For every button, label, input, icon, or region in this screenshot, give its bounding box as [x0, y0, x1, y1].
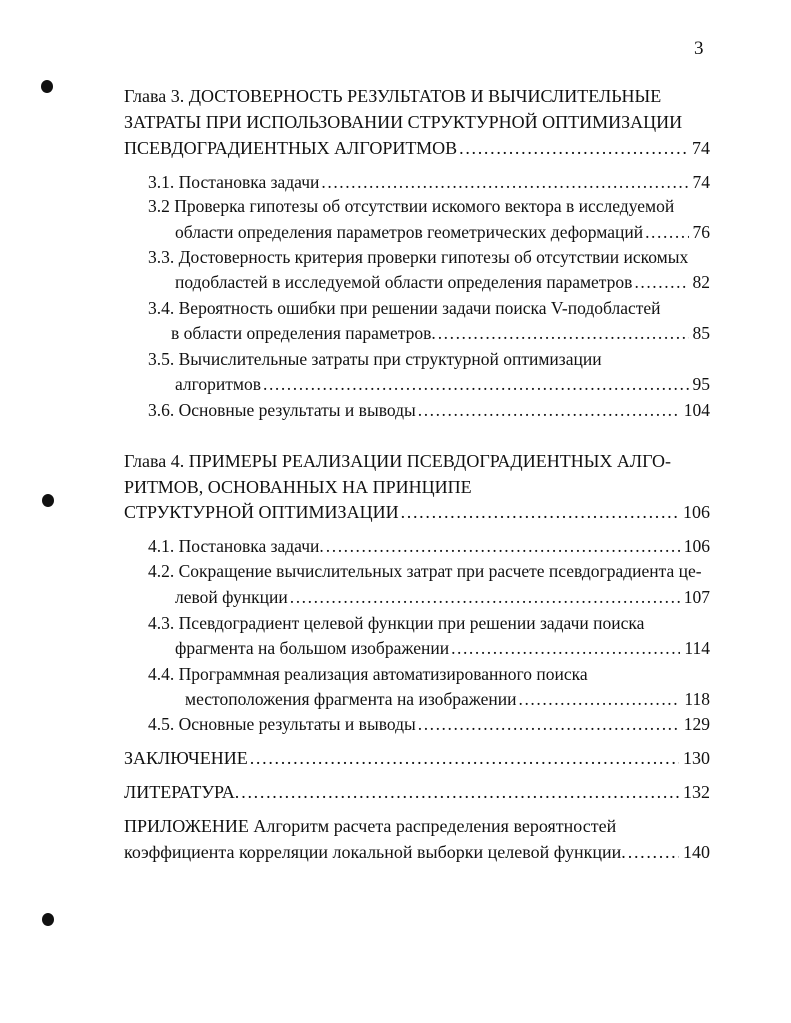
entry-3-5-line-1: 3.5. Вычислительные затраты при структурной оптимизации: [148, 349, 602, 369]
page-ref: 106: [683, 536, 710, 556]
dot-leader: [519, 687, 681, 711]
dot-leader: [418, 712, 680, 736]
entry-title: местоположения фрагмента на изображении: [185, 689, 517, 709]
entry-4-3-line-1: 4.3. Псевдоградиент целевой функции при решении задачи поиска: [148, 613, 645, 633]
chapter-3-title-line-2: ЗАТРАТЫ ПРИ ИСПОЛЬЗОВАНИИ СТРУКТУРНОЙ ОПТИМИЗАЦИИ: [124, 112, 683, 132]
entry-3-3-line-1: 3.3. Достоверность критерия проверки гипотезы об отсутствии искомых: [148, 247, 689, 267]
page-ref: 82: [692, 272, 710, 292]
entry-title: 4.1. Постановка задачи.: [148, 536, 324, 556]
page-ref: 118: [684, 689, 710, 709]
entry-title: алгоритмов: [175, 374, 261, 394]
entry-title: ЗАКЛЮЧЕНИЕ: [124, 748, 248, 768]
toc-entry-4-1: [148, 534, 710, 558]
entry-title: в области определения параметров.: [171, 323, 436, 343]
page-ref: 114: [684, 638, 710, 658]
page-ref: 74: [692, 172, 710, 192]
toc-entry-4-2: [175, 585, 710, 609]
page-ref: 132: [683, 782, 710, 802]
toc-entry-chapter-3: [124, 136, 710, 160]
dot-leader: [401, 500, 679, 524]
entry-title: ЛИТЕРАТУРА.: [124, 782, 240, 802]
chapter-3-title-line-1: Глава 3. ДОСТОВЕРНОСТЬ РЕЗУЛЬТАТОВ И ВЫЧИСЛИТЕЛЬНЫЕ: [124, 86, 662, 106]
entry-4-2-line-1: 4.2. Сокращение вычислительных затрат при расчете псевдоградиента це-: [148, 561, 702, 581]
dot-leader: [321, 170, 688, 194]
toc-entry-appendix: [124, 840, 710, 864]
dot-leader: [451, 636, 680, 660]
dot-leader: [326, 534, 680, 558]
page-ref: 140: [683, 842, 710, 862]
chapter-4-title-line-1: Глава 4. ПРИМЕРЫ РЕАЛИЗАЦИИ ПСЕВДОГРАДИЕНТНЫХ АЛГО-: [124, 451, 672, 471]
entry-title: подобластей в исследуемой области определения параметров: [175, 272, 633, 292]
dot-leader: [645, 220, 688, 244]
toc-entry-3-1: [148, 170, 710, 194]
toc-entry-3-6: [148, 398, 710, 422]
dot-leader: [250, 746, 679, 770]
page-ref: 104: [683, 400, 710, 420]
dot-leader: [438, 321, 689, 345]
entry-4-4-line-1: 4.4. Программная реализация автоматизированного поиска: [148, 664, 588, 684]
dot-leader: [241, 780, 679, 804]
entry-title: области определения параметров геометрических деформаций: [175, 222, 644, 242]
toc-entry-4-4: [185, 687, 710, 711]
page-ref: 107: [683, 587, 710, 607]
toc-entry-3-2: [175, 220, 710, 244]
entry-title: левой функции: [175, 587, 288, 607]
chapter-3-title-line-3: ПСЕВДОГРАДИЕНТНЫХ АЛГОРИТМОВ: [124, 138, 458, 158]
appendix-line-1: ПРИЛОЖЕНИЕ Алгоритм расчета распределения вероятностей: [124, 816, 617, 836]
page-ref: 76: [692, 222, 710, 242]
page-ref: 106: [683, 502, 710, 522]
chapter-4-title-line-3: СТРУКТУРНОЙ ОПТИМИЗАЦИИ: [124, 502, 399, 522]
dot-leader: [628, 840, 679, 864]
entry-title: фрагмента на большом изображении: [175, 638, 450, 658]
dot-leader: [263, 372, 689, 396]
entry-title: 4.5. Основные результаты и выводы: [148, 714, 416, 734]
entry-title: 3.1. Постановка задачи: [148, 172, 320, 192]
chapter-4-title-line-2: РИТМОВ, ОСНОВАННЫХ НА ПРИНЦИПЕ: [124, 477, 472, 497]
toc-entry-3-5: [175, 372, 710, 396]
entry-title: 3.6. Основные результаты и выводы: [148, 400, 416, 420]
toc-entry-4-3: [175, 636, 710, 660]
entry-title: коэффициента корреляции локальной выборки целевой функции.: [124, 842, 626, 862]
page-ref: 130: [683, 748, 710, 768]
entry-3-4-line-1: 3.4. Вероятность ошибки при решении задачи поиска V-подобластей: [148, 298, 661, 318]
toc-entry-3-3: [175, 270, 710, 294]
dot-leader: [290, 585, 680, 609]
page-ref: 129: [683, 714, 710, 734]
dot-leader: [459, 136, 688, 160]
page-ref: 85: [692, 323, 710, 343]
page-ref: 74: [692, 138, 710, 158]
dot-leader: [634, 270, 688, 294]
page-ref: 95: [692, 374, 710, 394]
toc-entry-3-4: [171, 321, 710, 345]
entry-3-2-line-1: 3.2 Проверка гипотезы об отсутствии искомого вектора в исследуемой: [148, 196, 675, 216]
toc-entry-conclusion: [124, 746, 710, 770]
toc-entry-literature: [124, 780, 710, 804]
toc-entry-chapter-4: [124, 500, 710, 524]
page-number: 3: [694, 38, 704, 59]
toc-entry-4-5: [148, 712, 710, 736]
dot-leader: [418, 398, 680, 422]
